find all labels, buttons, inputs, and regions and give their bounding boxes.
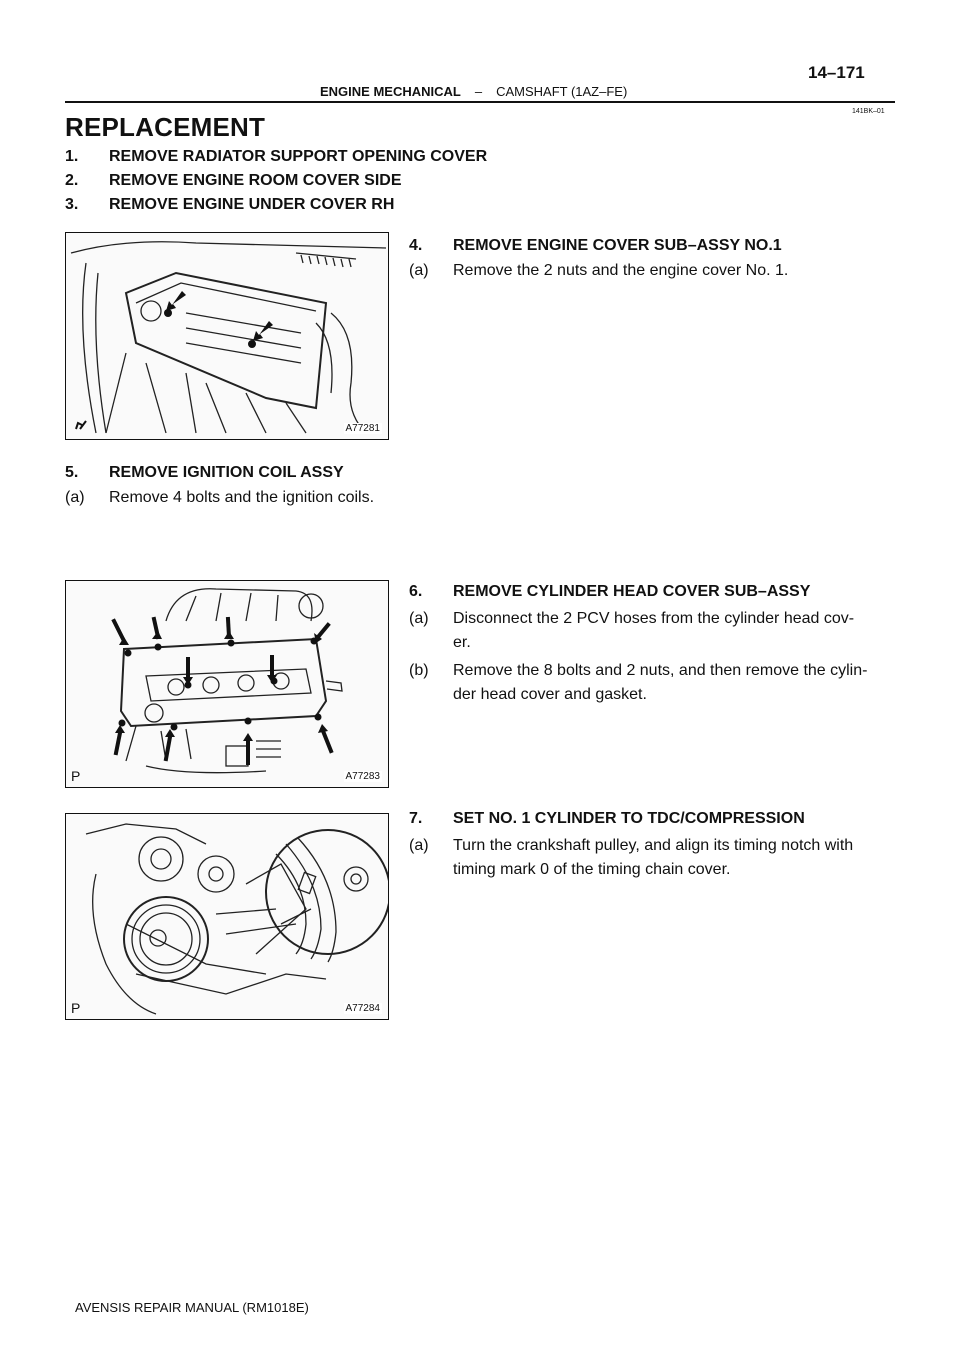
- step-number: 6.: [409, 583, 423, 600]
- step-text: REMOVE RADIATOR SUPPORT OPENING COVER: [109, 148, 488, 165]
- substep-7a: [409, 834, 909, 882]
- substep-text-line-1: Disconnect the 2 PCV hoses from the cylinder head cov-: [453, 610, 855, 627]
- step-number: 2.: [65, 172, 79, 189]
- substep-number: (a): [65, 489, 85, 506]
- substep-text: Remove 4 bolts and the ignition coils.: [109, 489, 375, 506]
- figure-id: A77283: [345, 771, 380, 782]
- substep-6a: [409, 607, 909, 655]
- substep-5a: [65, 486, 465, 510]
- header-dash: –: [474, 84, 483, 99]
- step-number: 3.: [65, 196, 79, 213]
- substep-text-line-2: timing mark 0 of the timing chain cover.: [453, 861, 731, 878]
- figure-corner-mark: P: [71, 768, 81, 784]
- step-text: REMOVE IGNITION COIL ASSY: [109, 464, 344, 481]
- step-number: 4.: [409, 237, 423, 254]
- step-number: 1.: [65, 148, 79, 165]
- substep-6b: [409, 659, 909, 707]
- page-number: 14–171: [808, 63, 865, 82]
- substep-text-line-1: Remove the 8 bolts and 2 nuts, and then remove the cylin-: [453, 662, 868, 679]
- engine-cover-illustration: [66, 233, 388, 439]
- substep-text-line-2: er.: [453, 634, 471, 651]
- running-header: [320, 84, 627, 99]
- substep-number: (a): [409, 610, 429, 627]
- subsection-name: CAMSHAFT (1AZ–FE): [496, 84, 628, 99]
- substep-number: (b): [409, 662, 429, 679]
- step-number: 5.: [65, 464, 79, 481]
- figure-cylinder-head-cover: [65, 580, 389, 788]
- step-text: REMOVE CYLINDER HEAD COVER SUB–ASSY: [453, 583, 811, 600]
- step-text: SET NO. 1 CYLINDER TO TDC/COMPRESSION: [453, 810, 805, 827]
- section-name: ENGINE MECHANICAL: [320, 84, 461, 99]
- page-title: REPLACEMENT: [65, 112, 266, 142]
- step-text: REMOVE ENGINE COVER SUB–ASSY NO.1: [453, 237, 782, 254]
- document-code: 141BK–01: [852, 108, 885, 115]
- substep-text: Remove the 2 nuts and the engine cover No. 1.: [453, 262, 789, 279]
- figure-corner-mark: P: [71, 1000, 81, 1016]
- cylinder-head-cover-illustration: [66, 581, 388, 787]
- substep-text-line-1: Turn the crankshaft pulley, and align its timing notch with: [453, 837, 854, 854]
- step-text: REMOVE ENGINE UNDER COVER RH: [109, 196, 395, 213]
- step-number: 7.: [409, 810, 423, 827]
- arrow-marks: [164, 291, 273, 348]
- crankshaft-pulley-illustration: [66, 814, 388, 1019]
- header-rule: [65, 101, 895, 103]
- figure-id: A77281: [345, 423, 380, 434]
- figure-engine-cover: [65, 232, 389, 440]
- substep-text-line-2: der head cover and gasket.: [453, 686, 647, 703]
- footer-manual-name: AVENSIS REPAIR MANUAL (RM1018E): [75, 1300, 309, 1315]
- step-text: REMOVE ENGINE ROOM COVER SIDE: [109, 172, 402, 189]
- substep-4a: [409, 259, 899, 283]
- figure-crankshaft-pulley: [65, 813, 389, 1020]
- substep-number: (a): [409, 837, 429, 854]
- figure-id: A77284: [345, 1003, 380, 1014]
- substep-number: (a): [409, 262, 429, 279]
